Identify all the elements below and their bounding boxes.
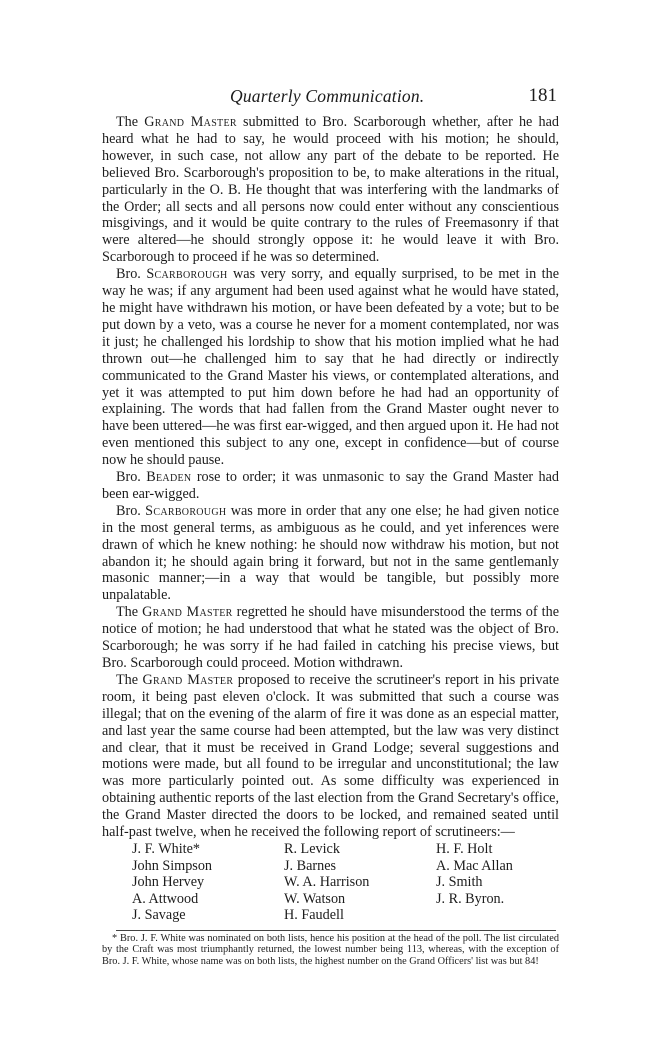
scrutineer-name: John Simpson [132,857,213,874]
paragraph: Bro. Beaden rose to order; it was unmasonic to say the Grand Master had been ear-wigged. [102,469,559,502]
scrutineer-name: W. Watson [284,890,346,907]
scrutineer-name: R. Levick [284,840,340,857]
scrutineer-name: H. F. Holt [436,840,493,857]
speaker-name: Grand Master [144,114,237,130]
speaker-name: Grand Master [142,671,234,688]
paragraph: The Grand Master proposed to receive the scrutineer's report in his private room, it being past eleven o'clock. It was submitted that such a course was illegal; that on the evening of the alarm of fire it was done as an especial matter, and last year the same course had been attempted, but the law was very distinct and clear, that it must be received in Grand Lodge; several suggestions and motions were made, but all found to be irregular and unconstitutional; the law was more particularly pointed out. As some difficulty was experienced in obtaining authentic reports of the last election from the Grand Secretary's office, the Grand Master directed the doors to be locked, and remained seated until half-past twelve, when he received the following report of scrutineers:— [102,671,559,841]
body-text [102,114,559,841]
scrutineer-name: J. Smith [436,874,483,891]
footnote: * Bro. J. F. White was nominated on both lists, hence his position at the head of the poll. The list circulated by the Craft was most triumphantly returned, the lowest number being 113, whereas, with the exception of Bro. J. F. White, whose name was on both lists, the highest number on the Grand Officers' list was but 84! [102,932,559,967]
scrutineer-name: J. R. Byron. [436,890,505,907]
paragraph: The Grand Master regretted he should have misunderstood the terms of the notice of motion; he had understood that what he stated was the object of Bro. Scarborough; he was sorry if he had failed in catching his precise views, but Bro. Scarborough could proceed. Motion withdrawn. [102,604,559,671]
speaker-name: Grand Master [142,604,233,621]
scrutineer-name: John Hervey [132,874,205,891]
scrutineer-name: J. F. White* [132,840,200,857]
paragraph: Bro. Scarborough was very sorry, and equally surprised, to be met in the way he was; if any argument had been used against what he would have stated, he might have withdrawn his motion, or have been defeated by a vote; but to be put down by a veto, was a course he never for a moment contemplated, nor was it just; he challenged his lordship to show that his motion implied what he had thrown out—he challenged him to say that he had directly or indirectly communicated to the Grand Master his views, or contemplated alterations, and yet it was attempted to put him down before he had had an opportunity of explaining. The words that had fallen from the Grand Master ought never to have been uttered—he was first ear-wigged, and then argued upon it. He had not even mentioned this subject to any one, except in confidence—but of course now he should pause. [102,266,560,469]
scrutineer-name [436,907,576,924]
running-head [102,86,559,114]
scrutineer-name: A. Mac Allan [436,857,513,874]
scrutineer-name: W. A. Harrison [284,874,370,891]
book-page [102,86,559,967]
paragraph: Bro. Scarborough was more in order that any one else; he had given notice in the most general terms, as ambiguous as he could, and yet inferences were drawn of which he knew nothing: he should now withdraw his motion, but not abandon it; he should again bring it forward, but not in the same gentlemanly masonic manner;—in a way that would be tangible, but possibly more unpalatable. [102,502,559,604]
paragraph: The Grand Master submitted to Bro. Scarborough whether, after he had heard what he had to say, he would proceed with his motion; he should, however, in such case, not allow any part of the debate to be reported. He believed Bro. Scarborough's proposition to be, to make alterations in the ritual, particularly in the O. B. He thought that was interfering with the landmarks of the Order; all sects and all persons now could enter without any conscientious misgivings, and it would be quite contrary to the rules of Freemasonry if that were altered—he should strongly oppose it: he would leave it with Bro. Scarborough to proceed if he was so determined. [102,114,559,266]
scrutineer-name: A. Attwood [132,890,199,907]
scrutineer-name: H. Faudell [284,907,344,924]
speaker-name: Scarborough [146,266,228,283]
speaker-name: Beaden [146,469,192,486]
speaker-name: Scarborough [145,502,227,519]
scrutineers-list [132,841,559,924]
footnote-rule [116,930,556,931]
running-title: Quarterly Communication. [230,86,425,106]
page-number: 181 [528,85,557,106]
scrutineer-name: J. Barnes [284,857,337,874]
scrutineer-name: J. Savage [132,907,186,924]
